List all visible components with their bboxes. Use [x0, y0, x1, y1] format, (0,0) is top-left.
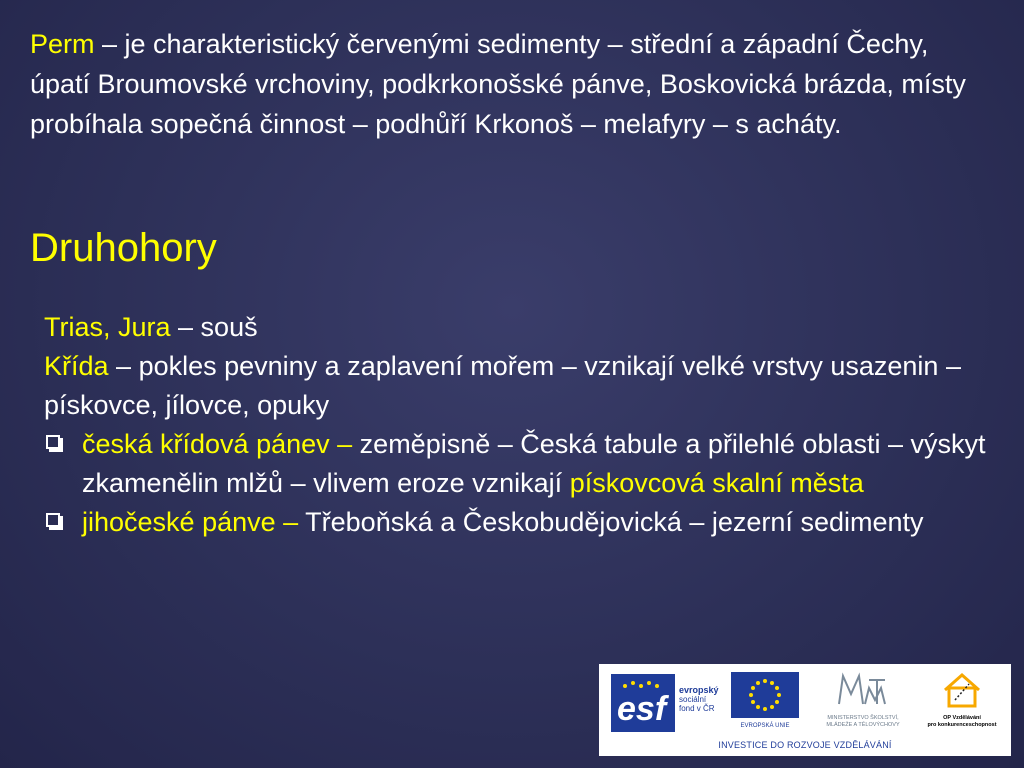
bullet-term: česká křídová pánev –: [82, 429, 353, 459]
bullet-term: jihočeské pánve –: [82, 507, 299, 537]
bullet-text: Třeboňská a Českobudějovická – jezerní sedimenty: [298, 507, 924, 537]
trias-jura-line: [44, 308, 999, 347]
checkbox-bullet-icon: [46, 435, 60, 449]
op-logo: [921, 670, 1003, 736]
bullet-tail: pískovcová skalní města: [569, 468, 864, 498]
op-line1: OP Vzdělávání: [943, 715, 981, 721]
op-line2: pro konkurenceschopnost: [927, 722, 997, 728]
section-heading: Druhohory: [30, 226, 217, 270]
op-house-icon: [939, 670, 985, 710]
bullet-item: [44, 503, 999, 542]
esf-line3: fond v ČR: [679, 704, 715, 713]
esf-text: [679, 686, 719, 713]
eu-logo: [731, 672, 799, 734]
bullet-text: zeměpisně – Česká tabule a přilehlé oblasti – výskyt zkamenělin mlžů – vlivem eroze vznikají: [82, 429, 986, 498]
msmt-line2: MLÁDEŽE A TĚLOVÝCHOVY: [826, 722, 900, 728]
esf-line1: evropský: [679, 685, 719, 695]
krida-line: [44, 347, 999, 425]
eu-label: EVROPSKÁ UNIE: [740, 723, 790, 729]
checkbox-bullet-icon: [46, 513, 60, 527]
intro-text: – je charakteristický červenými sedimenty – střední a západní Čechy, úpatí Broumovské vrchoviny, podkrkonošské pánve, Boskovická brázda, místy probíhala sopečná činnost – podhůří Krkonoš – melafyry – s acháty.: [30, 29, 966, 139]
intro-term: Perm: [30, 29, 95, 59]
svg-text:esf: esf: [617, 690, 667, 728]
msmt-line1: MINISTERSTVO ŠKOLSTVÍ,: [827, 715, 899, 721]
esf-line2: sociální: [679, 695, 707, 704]
esf-mark-icon: [611, 674, 675, 732]
krida-text: – pokles pevniny a zaplavení mořem – vznikají velké vrstvy usazenin – pískovce, jílovce, opuky: [44, 351, 961, 420]
msmt-logo: [815, 670, 911, 734]
funding-logos: [599, 664, 1011, 756]
msmt-mark-icon: [833, 670, 893, 710]
krida-term: Křída: [44, 351, 109, 381]
trias-jura-text: – souš: [170, 312, 258, 342]
intro-paragraph: [30, 24, 990, 144]
body-content: [44, 308, 999, 542]
bullet-item: [44, 425, 999, 503]
eu-flag-icon: [731, 672, 799, 718]
logos-caption: INVESTICE DO ROZVOJE VZDĚLÁVÁNÍ: [718, 740, 892, 750]
esf-logo: [611, 674, 721, 734]
trias-jura-term: Trias, Jura: [44, 312, 171, 342]
